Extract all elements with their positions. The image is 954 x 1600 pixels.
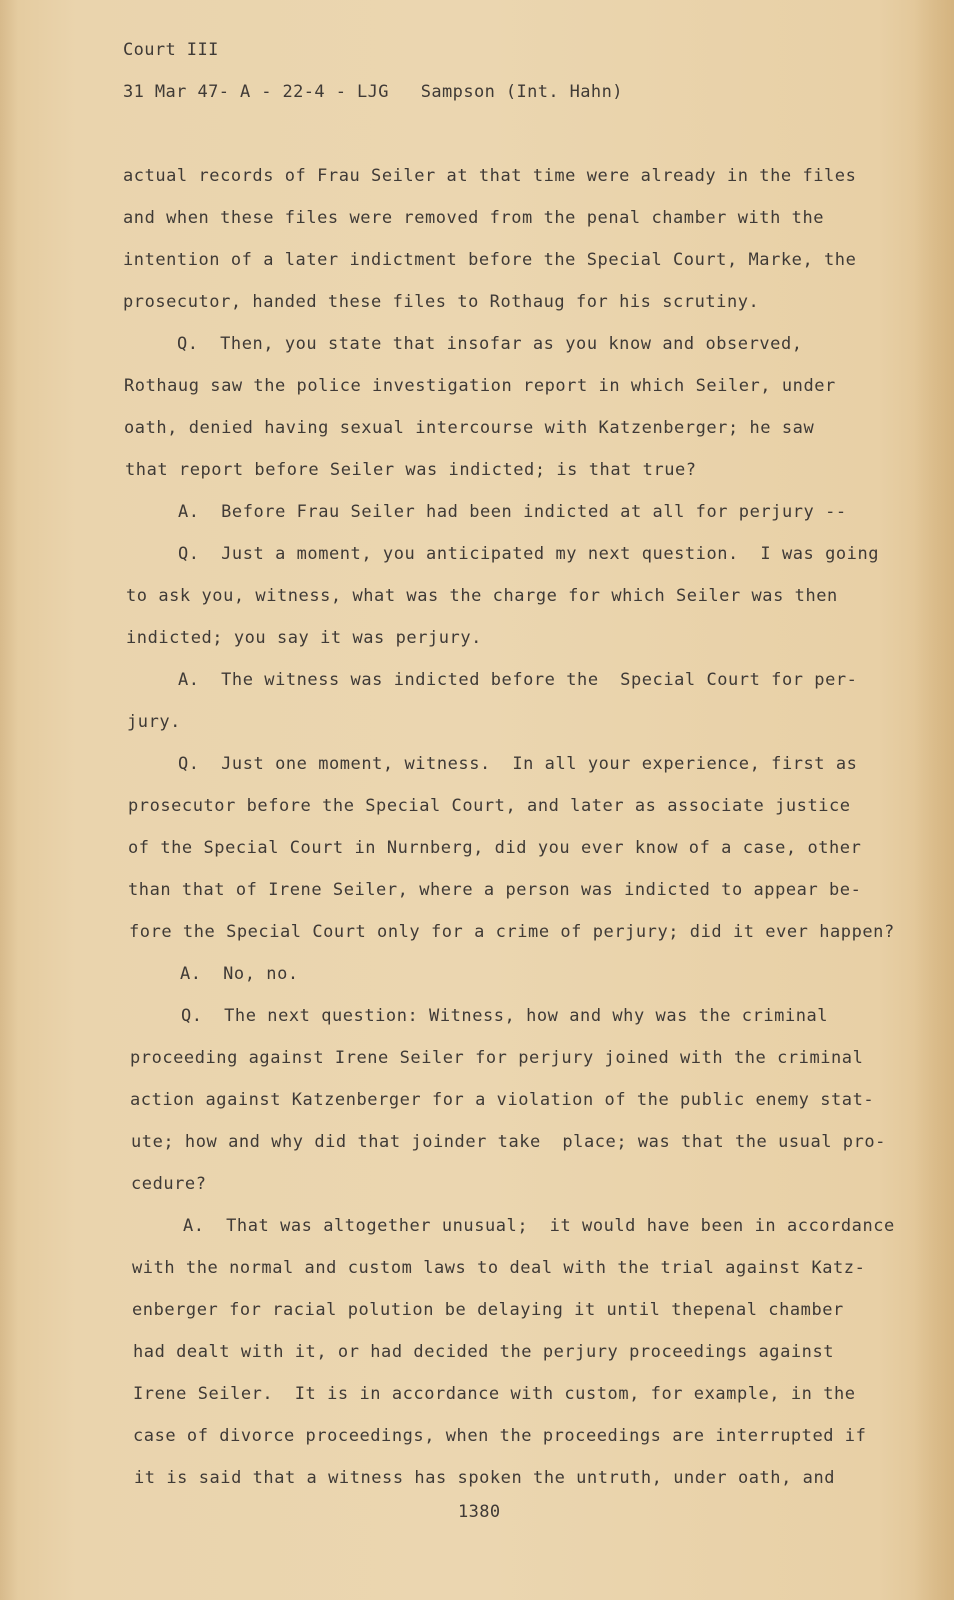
paper-edge-shadow-right [914, 0, 954, 1600]
transcript-line: had dealt with it, or had decided the perjury proceedings against [133, 1342, 835, 1362]
transcript-line: action against Katzenberger for a violation of the public enemy stat- [130, 1090, 875, 1110]
transcript-line: cedure? [131, 1174, 207, 1194]
paper-edge-shadow-left [0, 0, 18, 1600]
transcript-line: that report before Seiler was indicted; is that true? [125, 460, 697, 480]
transcript-line: case of divorce proceedings, when the proceedings are interrupted if [133, 1426, 867, 1446]
transcript-line: Q. The next question: Witness, how and why was the criminal [181, 1006, 829, 1026]
page-number: 1380 [458, 1502, 501, 1522]
transcript-line: Q. Just one moment, witness. In all your experience, first as [178, 754, 858, 774]
transcript-line: oath, denied having sexual intercourse with Katzenberger; he saw [124, 418, 815, 438]
case-reference: 31 Mar 47- A - 22-4 - LJG Sampson (Int. Hahn) [123, 82, 623, 102]
transcript-line: A. The witness was indicted before the Special Court for per- [178, 670, 858, 690]
transcript-line: A. That was altogether unusual; it would have been in accordance [183, 1216, 895, 1236]
transcript-line: to ask you, witness, what was the charge for which Seiler was then [126, 586, 838, 606]
transcript-line: jury. [127, 712, 181, 732]
transcript-line: actual records of Frau Seiler at that time were already in the files [123, 166, 857, 186]
transcript-line: prosecutor before the Special Court, and later as associate justice [128, 796, 851, 816]
transcript-line: A. No, no. [180, 964, 299, 984]
transcript-line: ute; how and why did that joinder take place; was that the usual pro- [131, 1132, 886, 1152]
transcript-line: than that of Irene Seiler, where a person was indicted to appear be- [128, 880, 862, 900]
transcript-line: it is said that a witness has spoken the untruth, under oath, and [134, 1468, 836, 1488]
transcript-line: Rothaug saw the police investigation report in which Seiler, under [124, 376, 836, 396]
transcript-line: A. Before Frau Seiler had been indicted at all for perjury -- [178, 502, 847, 522]
transcript-line: intention of a later indictment before the Special Court, Marke, the [123, 250, 857, 270]
transcript-line: of the Special Court in Nurnberg, did you ever know of a case, other [128, 838, 862, 858]
transcript-line: Irene Seiler. It is in accordance with custom, for example, in the [133, 1384, 856, 1404]
transcript-line: indicted; you say it was perjury. [126, 628, 482, 648]
transcript-line: proceeding against Irene Seiler for perjury joined with the criminal [130, 1048, 864, 1068]
court-header: Court III [123, 40, 219, 60]
transcript-line: enberger for racial polution be delaying it until thepenal chamber [132, 1300, 844, 1320]
transcript-line: and when these files were removed from the penal chamber with the [123, 208, 825, 228]
transcript-line: fore the Special Court only for a crime of perjury; did it ever happen? [129, 922, 895, 942]
transcript-line: Q. Then, you state that insofar as you know and observed, [177, 334, 803, 354]
transcript-line: with the normal and custom laws to deal with the trial against Katz- [132, 1258, 866, 1278]
transcript-line: prosecutor, handed these files to Rothaug for his scrutiny. [123, 292, 760, 312]
transcript-line: Q. Just a moment, you anticipated my next question. I was going [178, 544, 880, 564]
